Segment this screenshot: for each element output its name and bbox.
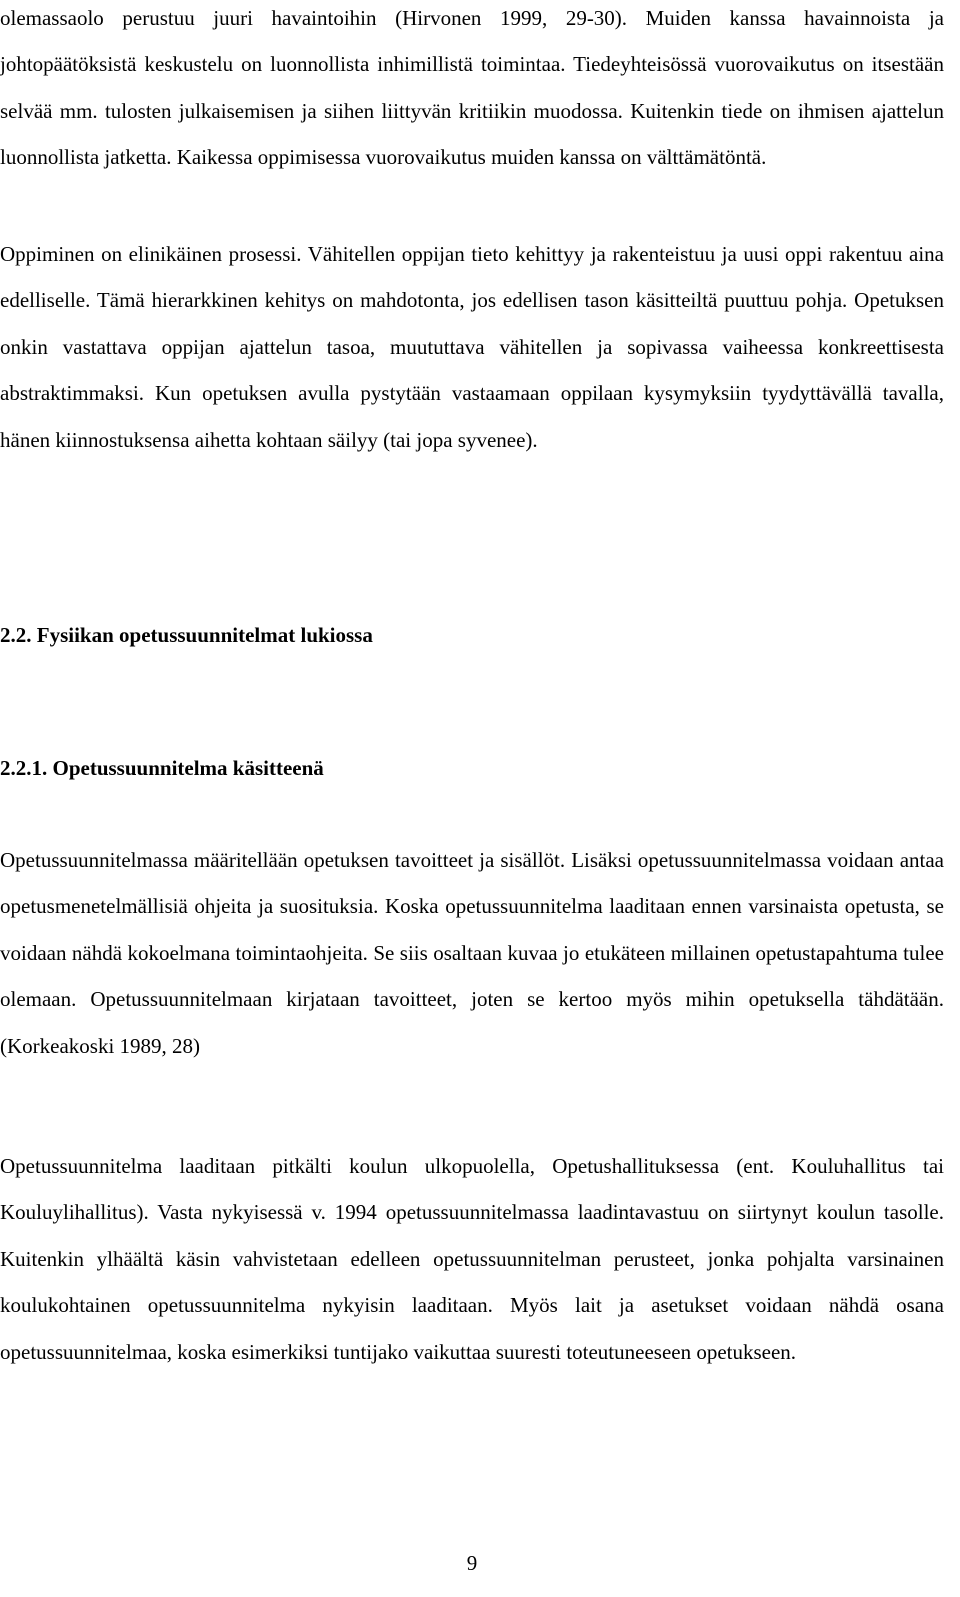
subsection-heading: 2.2.1. Opetussuunnitelma käsitteenä — [0, 756, 324, 780]
paragraph-curriculum-definition: Opetussuunnitelmassa määritellään opetuksen tavoitteet ja sisällöt. Lisäksi opetussuunnitelmassa voidaan antaa opetusmenetelmällisiä ohjeita ja suosituksia. Koska opetussuunnitelma laaditaan ennen varsinaista opetusta, se voidaan nähdä kokoelmana toimintaohjeita. Se siis osaltaan kuvaa jo etukäteen millainen opetustapahtuma tulee olemaan. Opetussuunnitelmaan kirjataan tavoitteet, joten se kertoo myös mihin opetuksella tähdätään. (Korkeakoski 1989, 28) — [0, 848, 944, 1058]
section-heading: 2.2. Fysiikan opetussuunnitelmat lukiossa — [0, 623, 373, 647]
paragraph-curriculum-authority: Opetussuunnitelma laaditaan pitkälti koulun ulkopuolella, Opetushallituksessa (ent. Kouluhallitus tai Kouluylihallitus). Vasta nykyisessä v. 1994 opetussuunnitelmassa laadintavastuu on siirtynyt koulun tasolle. Kuitenkin ylhäältä käsin vahvistetaan edelleen opetussuunnitelman perusteet, jonka pohjalta varsinainen koulukohtainen opetussuunnitelma nykyisin laaditaan. Myös lait ja asetukset voidaan nähdä osana opetussuunnitelmaa, koska esimerkiksi tuntijako vaikuttaa suuresti toteutuneeseen opetukseen. — [0, 1154, 944, 1364]
page-number: 9 — [466, 1551, 478, 1575]
paragraph-lifelong-learning: Oppiminen on elinikäinen prosessi. Vähitellen oppijan tieto kehittyy ja rakenteistuu ja uusi oppi rakentuu aina edelliselle. Tämä hierarkkinen kehitys on mahdotonta, jos edellisen tason käsitteiltä puuttuu pohja. Opetuksen onkin vastattava oppijan ajattelun tasoa, muututtava vähitellen ja sopivassa vaiheessa konkreettisesta abstraktimmaksi. Kun opetuksen avulla pystytään vastaamaan oppilaan kysymyksiin tyydyttävällä tavalla, hänen kiinnostuksensa aihetta kohtaan säilyy (tai jopa syvenee). — [0, 242, 944, 452]
paragraph-observation-interaction: olemassaolo perustuu juuri havaintoihin (Hirvonen 1999, 29-30). Muiden kanssa havainnoista ja johtopäätöksistä keskustelu on luonnollista inhimillistä toimintaa. Tiedeyhteisössä vuorovaikutus on itsestään selvää mm. tulosten julkaisemisen ja siihen liittyvän kritiikin muodossa. Kuitenkin tiede on ihmisen ajattelun luonnollista jatketta. Kaikessa oppimisessa vuorovaikutus muiden kanssa on välttämätöntä. — [0, 6, 944, 170]
